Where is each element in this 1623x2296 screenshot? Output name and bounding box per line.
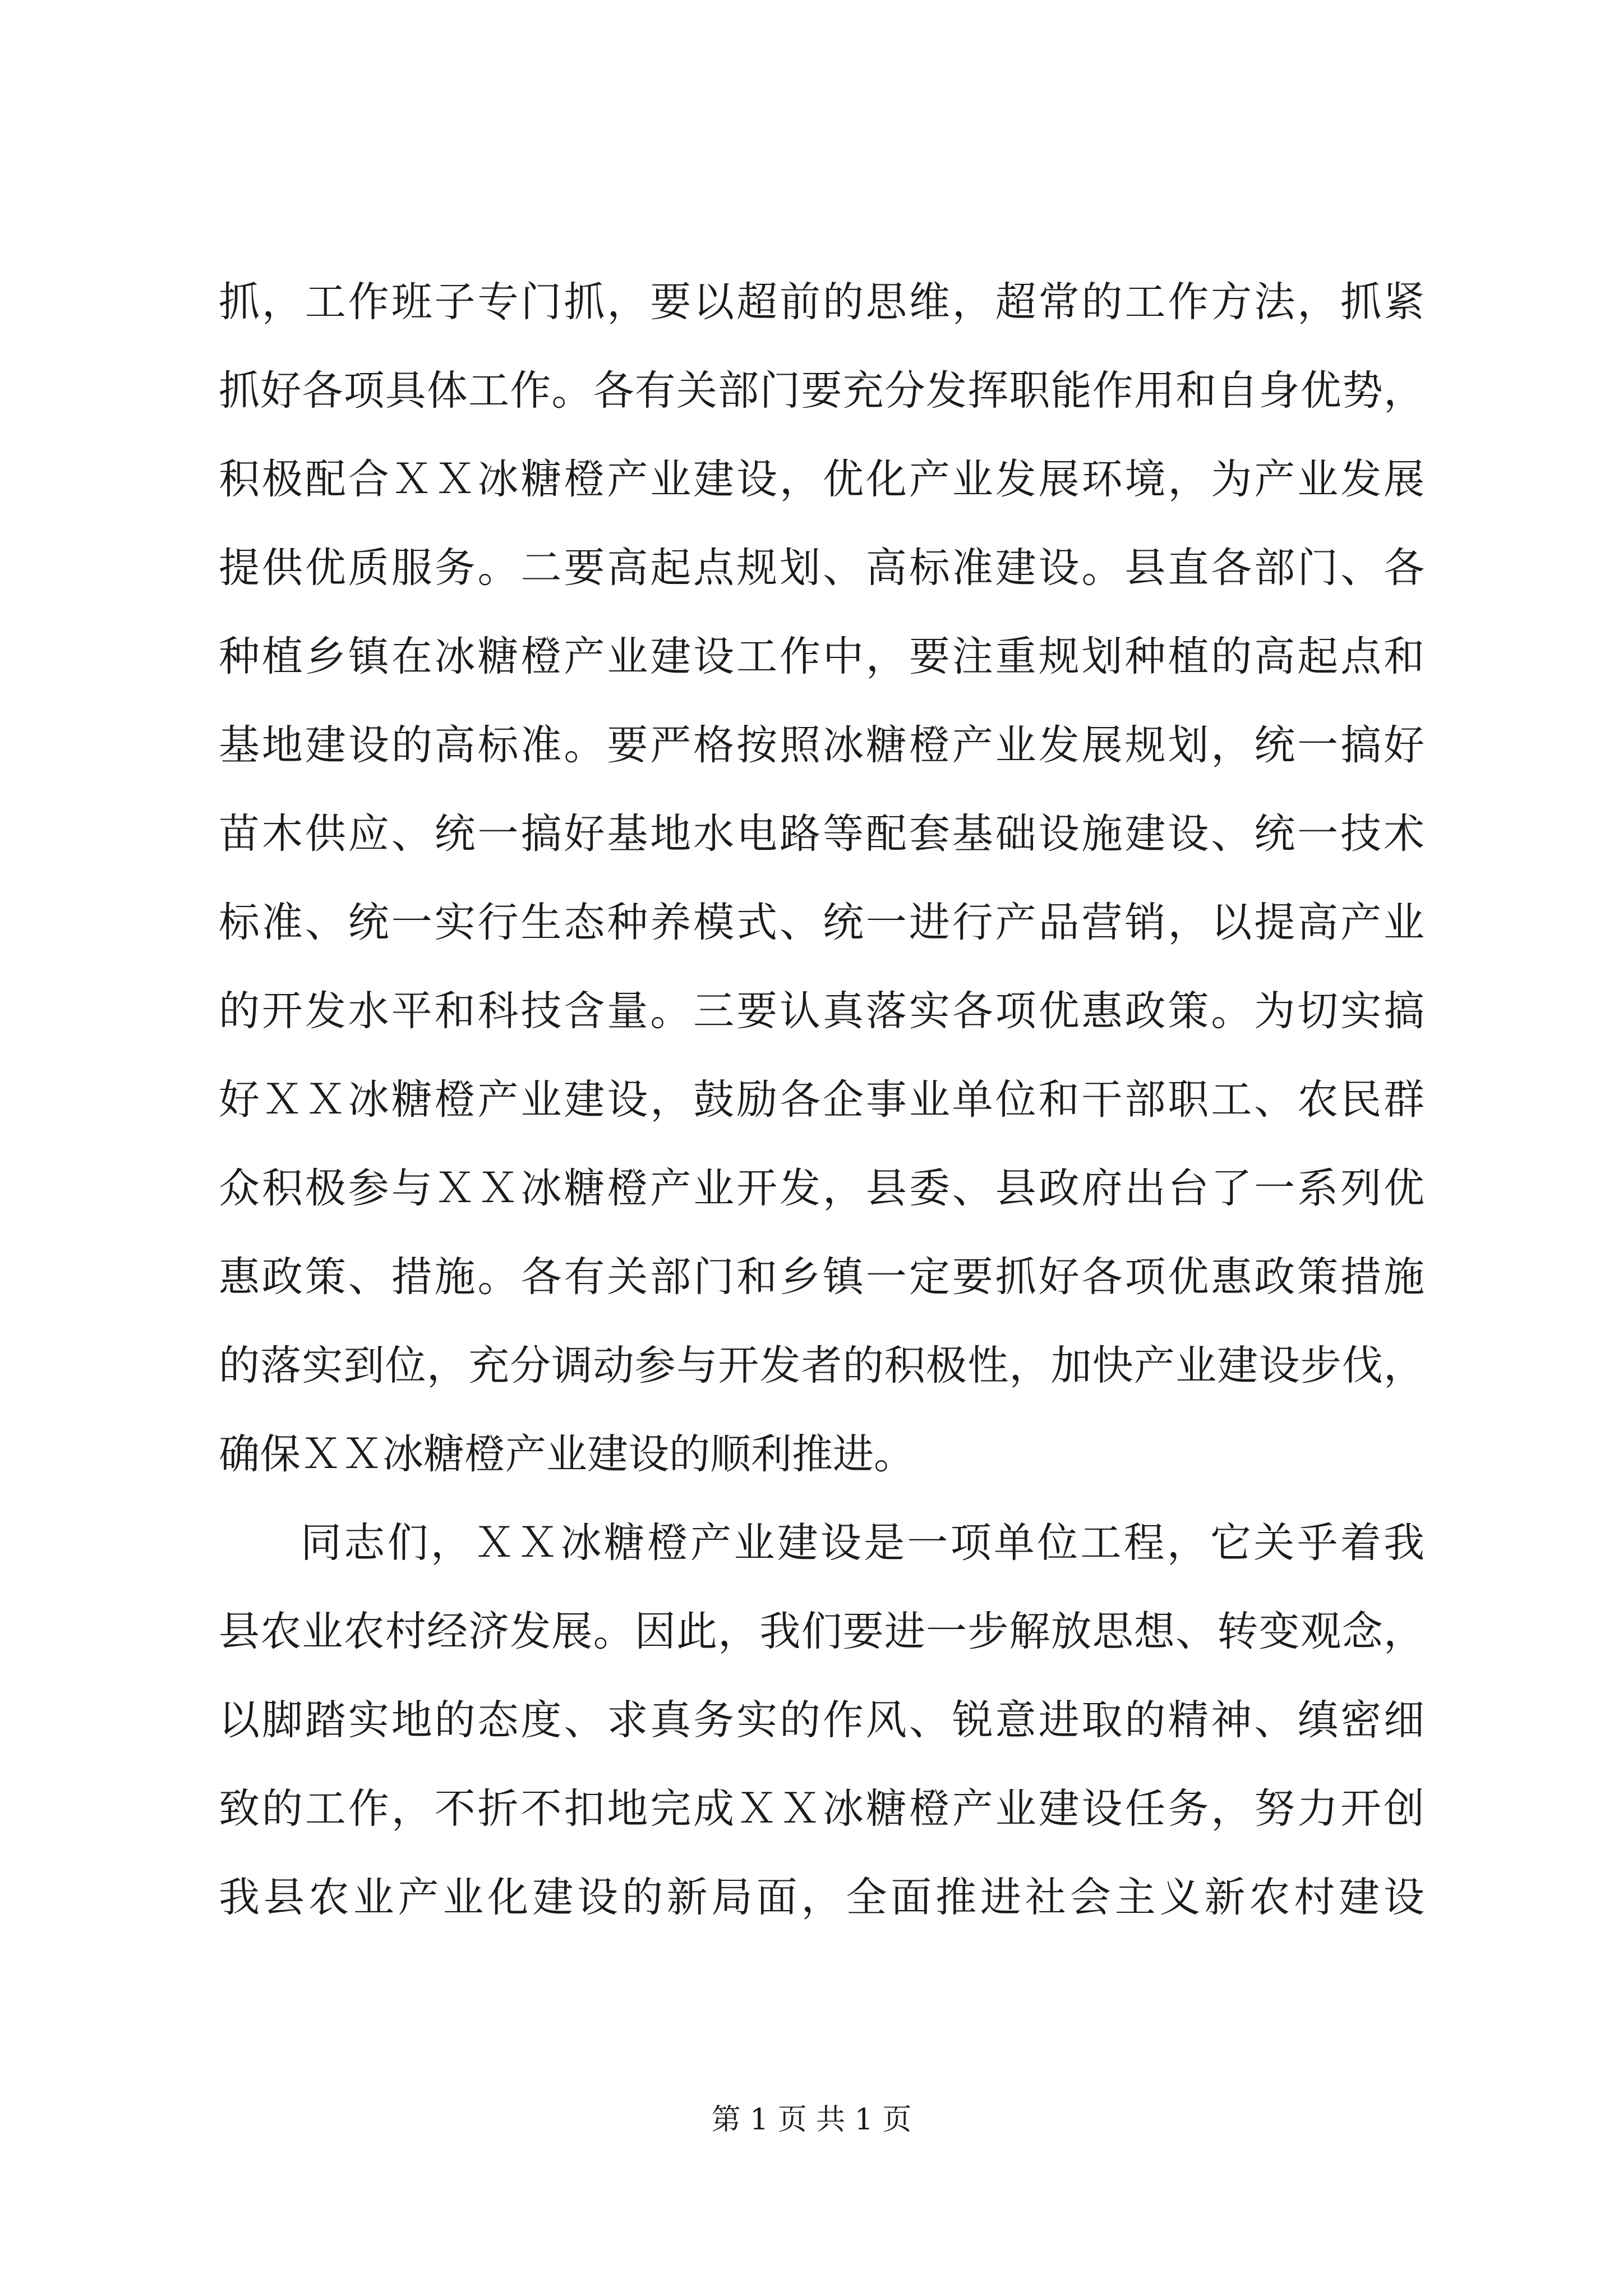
text-line: 种植乡镇在冰糖橙产业建设工作中，要注重规划种植的高起点和 [219,633,1424,680]
text-line: 的落实到位，充分调动参与开发者的积极性，加快产业建设步伐， [219,1342,1424,1389]
text-line: 基地建设的高标准。要严格按照冰糖橙产业发展规划，统一搞好 [219,721,1424,769]
text-line: 抓，工作班子专门抓，要以超前的思维，超常的工作方法，抓紧 [219,278,1424,326]
text-line: 抓好各项具体工作。各有关部门要充分发挥职能作用和自身优势， [219,367,1424,415]
text-line: 提供优质服务。二要高起点规划、高标准建设。县直各部门、各 [219,544,1424,592]
page-footer [0,2096,1623,2138]
text-line: 我县农业产业化建设的新局面，全面推进社会主义新农村建设 [219,1874,1424,1921]
text-line: 致的工作，不折不扣地完成ＸＸ冰糖橙产业建设任务，努力开创 [219,1785,1424,1833]
text-line: 确保ＸＸ冰糖橙产业建设的顺利推进。 [219,1430,915,1478]
text-line: 众积极参与ＸＸ冰糖橙产业开发，县委、县政府出台了一系列优 [219,1165,1424,1212]
text-line: 好ＸＸ冰糖橙产业建设，鼓励各企事业单位和干部职工、农民群 [219,1076,1424,1124]
body-text [219,258,1424,1942]
text-line: 标准、统一实行生态种养模式、统一进行产品营销，以提高产业 [219,899,1424,946]
page-number-label: 第 1 页 共 1 页 [711,2103,912,2137]
text-line: 积极配合ＸＸ冰糖橙产业建设，优化产业发展环境，为产业发展 [219,455,1424,503]
text-line: 的开发水平和科技含量。三要认真落实各项优惠政策。为切实搞 [219,987,1424,1035]
text-line: 同志们，ＸＸ冰糖橙产业建设是一项单位工程，它关乎着我 [301,1519,1424,1567]
text-line: 苗木供应、统一搞好基地水电路等配套基础设施建设、统一技术 [219,810,1424,858]
text-line: 惠政策、措施。各有关部门和乡镇一定要抓好各项优惠政策措施 [219,1253,1424,1301]
text-line: 以脚踏实地的态度、求真务实的作风、锐意进取的精神、缜密细 [219,1696,1424,1744]
text-line: 县农业农村经济发展。因此，我们要进一步解放思想、转变观念， [219,1608,1424,1655]
